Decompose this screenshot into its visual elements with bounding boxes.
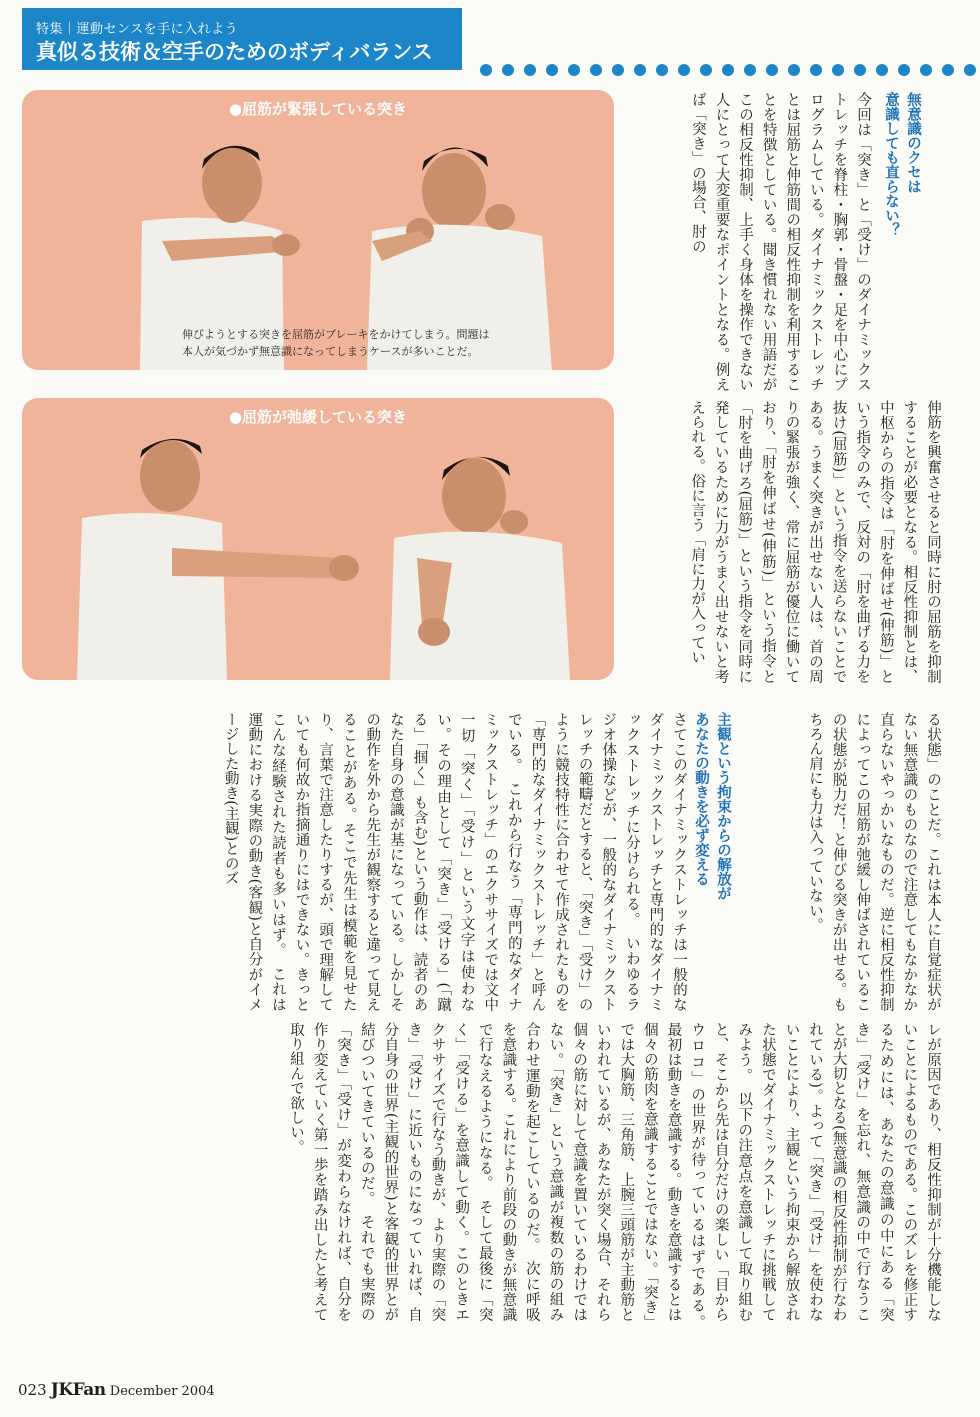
page-footer <box>18 1380 215 1400</box>
panel-label: ●屈筋が弛緩している突き <box>228 408 408 426</box>
caption-line: 本人が気づかず無意識になってしまうケースが多いことだ。 <box>182 345 479 358</box>
body-text: レが原因であり、相反性抑制が十分機能しないことによるものである。このズレを修正するためには、あなたの意識の中にある「突き」「受け」を忘れ、無意識の中で行なうことが大切となる(無意識の相反性抑制が行なわれている)。よって「突き」「受け」を使わないことにより、主観という拘束から解放された状態でダイナミックストレッチに挑戦してみよう。 以下の注意点を意識して取り組むと、そこから先は自分だけの楽しい「目からウロコ」の世界が待っているはずである。 最初は動きを意識する。動きを意識するとは個々の筋肉を意識することではない。「突き」では大胸筋、三角筋、上腕三頭筋が主動筋といわれているが、あなたが突く場合、それら個々の筋に対して意識を置いているわけではない。「突き」という意識が複数の筋の組み合わせ運動を起こしているのだ。 次に呼吸を意識する。これにより前段の動きが無意識で行なえるようになる。 そして最後に「突く」「受ける」を意識して動く。このときエクササイズで行なう動きが、より実際の「突き」「受け」に近いものになっていれば、自分自身の世界(主観的世界)と客観的世界とが結びついてきているのだ。 それでも実際の「突き」「受け」が変わらなければ、自分を作り変えていく第一歩を踏み出したと考えて取り組んで欲しい。 <box>287 1022 941 1337</box>
feature-kicker: 特集｜運動センスを手に入れよう <box>36 22 239 37</box>
page-number: 023 <box>18 1381 47 1399</box>
photo-panel-tense-punch <box>22 90 614 370</box>
photo-relaxed-punch <box>22 398 614 680</box>
section-heading: 主観という拘束からの解放が あなたの動きを必ず変える <box>693 712 731 901</box>
page-title: 真似る技術＆空手のためのボディバランス <box>36 40 433 64</box>
photo-panel-relaxed-punch <box>22 398 614 680</box>
body-text: る状態」のことだ。これは本人に自覚症状がない無意識のものなので注意してもなかなか直らないやっかいなものだ。逆に相反性抑制によってこの屈筋が弛緩し伸ばされているこの状態が脱力だ！と伸びる突きが出せる。もちろん肩にも力は入っていない。 <box>807 712 941 1012</box>
section-heading: 無意識のクセは 意識しても直らない？ <box>883 92 921 237</box>
body-text: 伸筋を興奮させると同時に肘の屈筋を抑制することが必要となる。相反性抑制とは、中枢からの指令は「肘を伸ばせ(伸筋)」という指令のみで、反対の「肘を曲げる力を抜け(屈筋)」という指令を送らないことである。うまく突きが出せない人は、首の周りの緊張が強く、常に屈筋が優位に働いており、「肘を伸ばせ(伸筋)」という指令と「肘を曲げろ(屈筋)」という指令を同時に発しているために力がうまく出せないと考えられる。俗に言う「肩に力が入ってい <box>689 400 941 684</box>
body-text: 今回は「突き」と「受け」のダイナミックストレッチを脊柱・胸郭・骨盤・足を中心にプログラムしている。ダイナミックストレッチとは屈筋と伸筋間の相反性抑制を利用することを特徴としている。聞き慣れない用語だがこの相反性抑制、上手く身体を操作できない人にとって大変重要なポイントとなる。例えば「突き」の場合、肘の <box>689 92 871 392</box>
dotted-rule <box>478 60 978 80</box>
issue-date: December 2004 <box>109 1384 215 1399</box>
photo-caption <box>182 326 602 360</box>
panel-label: ●屈筋が緊張している突き <box>228 100 408 118</box>
body-text: さてこのダイナミックストレッチは一般的なダイナミックストレッチと専門的なダイナミックストレッチに分けられる。 いわゆるラジオ体操などが、一般的なダイナミックストレッチの範疇だとすると、「突き」「受け」のように競技特性に合わせて作成されたものを「専門的なダイナミックストレッチ」と呼んでいる。 これから行なう「専門的なダイナミックストレッチ」のエクササイズでは文中一切「突く」「受け」という文字は使わない。その理由として「突き」「受ける」(「蹴る」「掴く」も含む)という動作は、読者のあなた自身の意識が基になっている。しかしその動作を外から先生が観察すると違って見えることがある。そこで先生は模範を見せたり、言葉で注意したりするが、頭で理解していても何故か指摘通りにはできない。きっとこんな経験された読者も多いはず。 これは運動における実際の動き(客観)と自分がイメージした動き(主観)とのズ <box>222 712 687 1012</box>
magazine-brand: JKFan <box>50 1380 106 1400</box>
caption-line: 伸びようとする突きを屈筋がブレーキをかけてしまう。問題は <box>182 328 490 341</box>
